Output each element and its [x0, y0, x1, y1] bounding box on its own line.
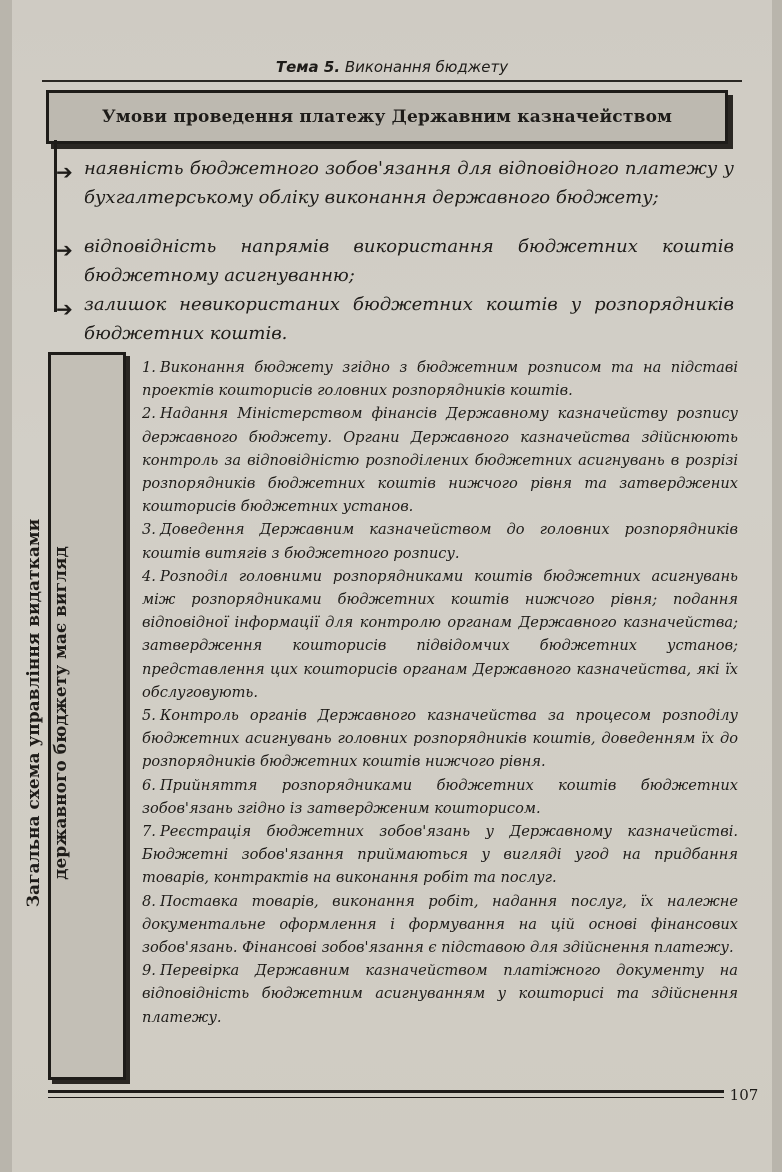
- step-item: 3. Доведення Державним казначейством до головних розпорядників коштів витягів з бюджетного розпису.: [142, 521, 738, 562]
- step-item: 6. Прийняття розпорядниками бюджетних коштів бюджетних зобов'язань згідно із затвердженим кошторисом.: [142, 776, 738, 817]
- page-number: 107: [729, 1086, 759, 1104]
- side-title-line-2: державного бюджету має вигляд: [51, 546, 71, 880]
- topic-name: Виконання бюджету: [344, 58, 509, 76]
- header-rule: [42, 80, 742, 82]
- steps-list: [142, 356, 738, 1029]
- step-item: 1. Виконання бюджету згідно з бюджетним розписом та на підставі проектів кошторисів головних розпорядників коштів.: [142, 359, 738, 400]
- topic-label: Тема 5.: [275, 58, 341, 76]
- arrow-right-icon: ➔: [56, 297, 73, 321]
- step-item: 2. Надання Міністерством фінансів Державному казначейству розпису державного бюджету. Органи Державного казначейства здійснюють контроль за відповідністю розподілених бюджетних асигнувань в розрізі розпорядників бюджетних коштів нижчого рівня та затверджених кошторисів бюджетних установ.: [142, 405, 738, 516]
- arrow-right-icon: ➔: [56, 160, 73, 184]
- side-title: [21, 353, 75, 1073]
- section-title: Умови проведення платежу Державним казначейством: [101, 107, 673, 127]
- step-item: 7. Реєстрація бюджетних зобов'язань у Державному казначействі. Бюджетні зобов'язання приймаються у вигляді угод на придбання товарів, контрактів на виконання робіт та послуг.: [142, 823, 738, 887]
- step-item: 9. Перевірка Державним казначейством платіжного документу на відповідність бюджетним асигнуванням у кошторисі та здійснення платежу.: [142, 962, 738, 1026]
- footer-rule-thick: [48, 1090, 724, 1093]
- book-page: [12, 0, 772, 1172]
- step-item: 5. Контроль органів Державного казначейства за процесом розподілу бюджетних асигнувань головних розпорядників коштів, доведенням їх до розпорядників бюджетних коштів нижчого рівня.: [142, 707, 738, 771]
- running-header: [12, 58, 772, 76]
- footer-rule-thin: [48, 1097, 724, 1098]
- condition-3: залишок невикористаних бюджетних коштів у розпорядників бюджетних коштів.: [84, 294, 734, 344]
- condition-2: відповідність напрямів використання бюджетних коштів бюджетному асигнуванню;: [84, 236, 734, 286]
- step-item: 8. Поставка товарів, виконання робіт, надання послуг, їх належне документальне оформлення і формування на цій основі фінансових зобов'язань. Фінансові зобов'язання є підставою для здійснення платежу.: [142, 892, 738, 957]
- step-item: 4. Розподіл головними розпорядниками коштів бюджетних асигнувань між розпорядниками бюджетних коштів нижчого рівня; подання відповідної інформації для контролю органам Державного казначейства; затвердження кошторисів підвідомчих бюджетних установ; представлення цих кошторисів органам Державного казначейства, які їх обслуговують.: [142, 567, 738, 701]
- title-box: [46, 90, 728, 144]
- arrow-right-icon: ➔: [56, 238, 73, 262]
- side-title-line-1: Загальна схема управління видатками: [24, 518, 44, 908]
- condition-1: наявність бюджетного зобов'язання для відповідного платежу у бухгалтерському обліку виконання державного бюджету;: [84, 158, 734, 208]
